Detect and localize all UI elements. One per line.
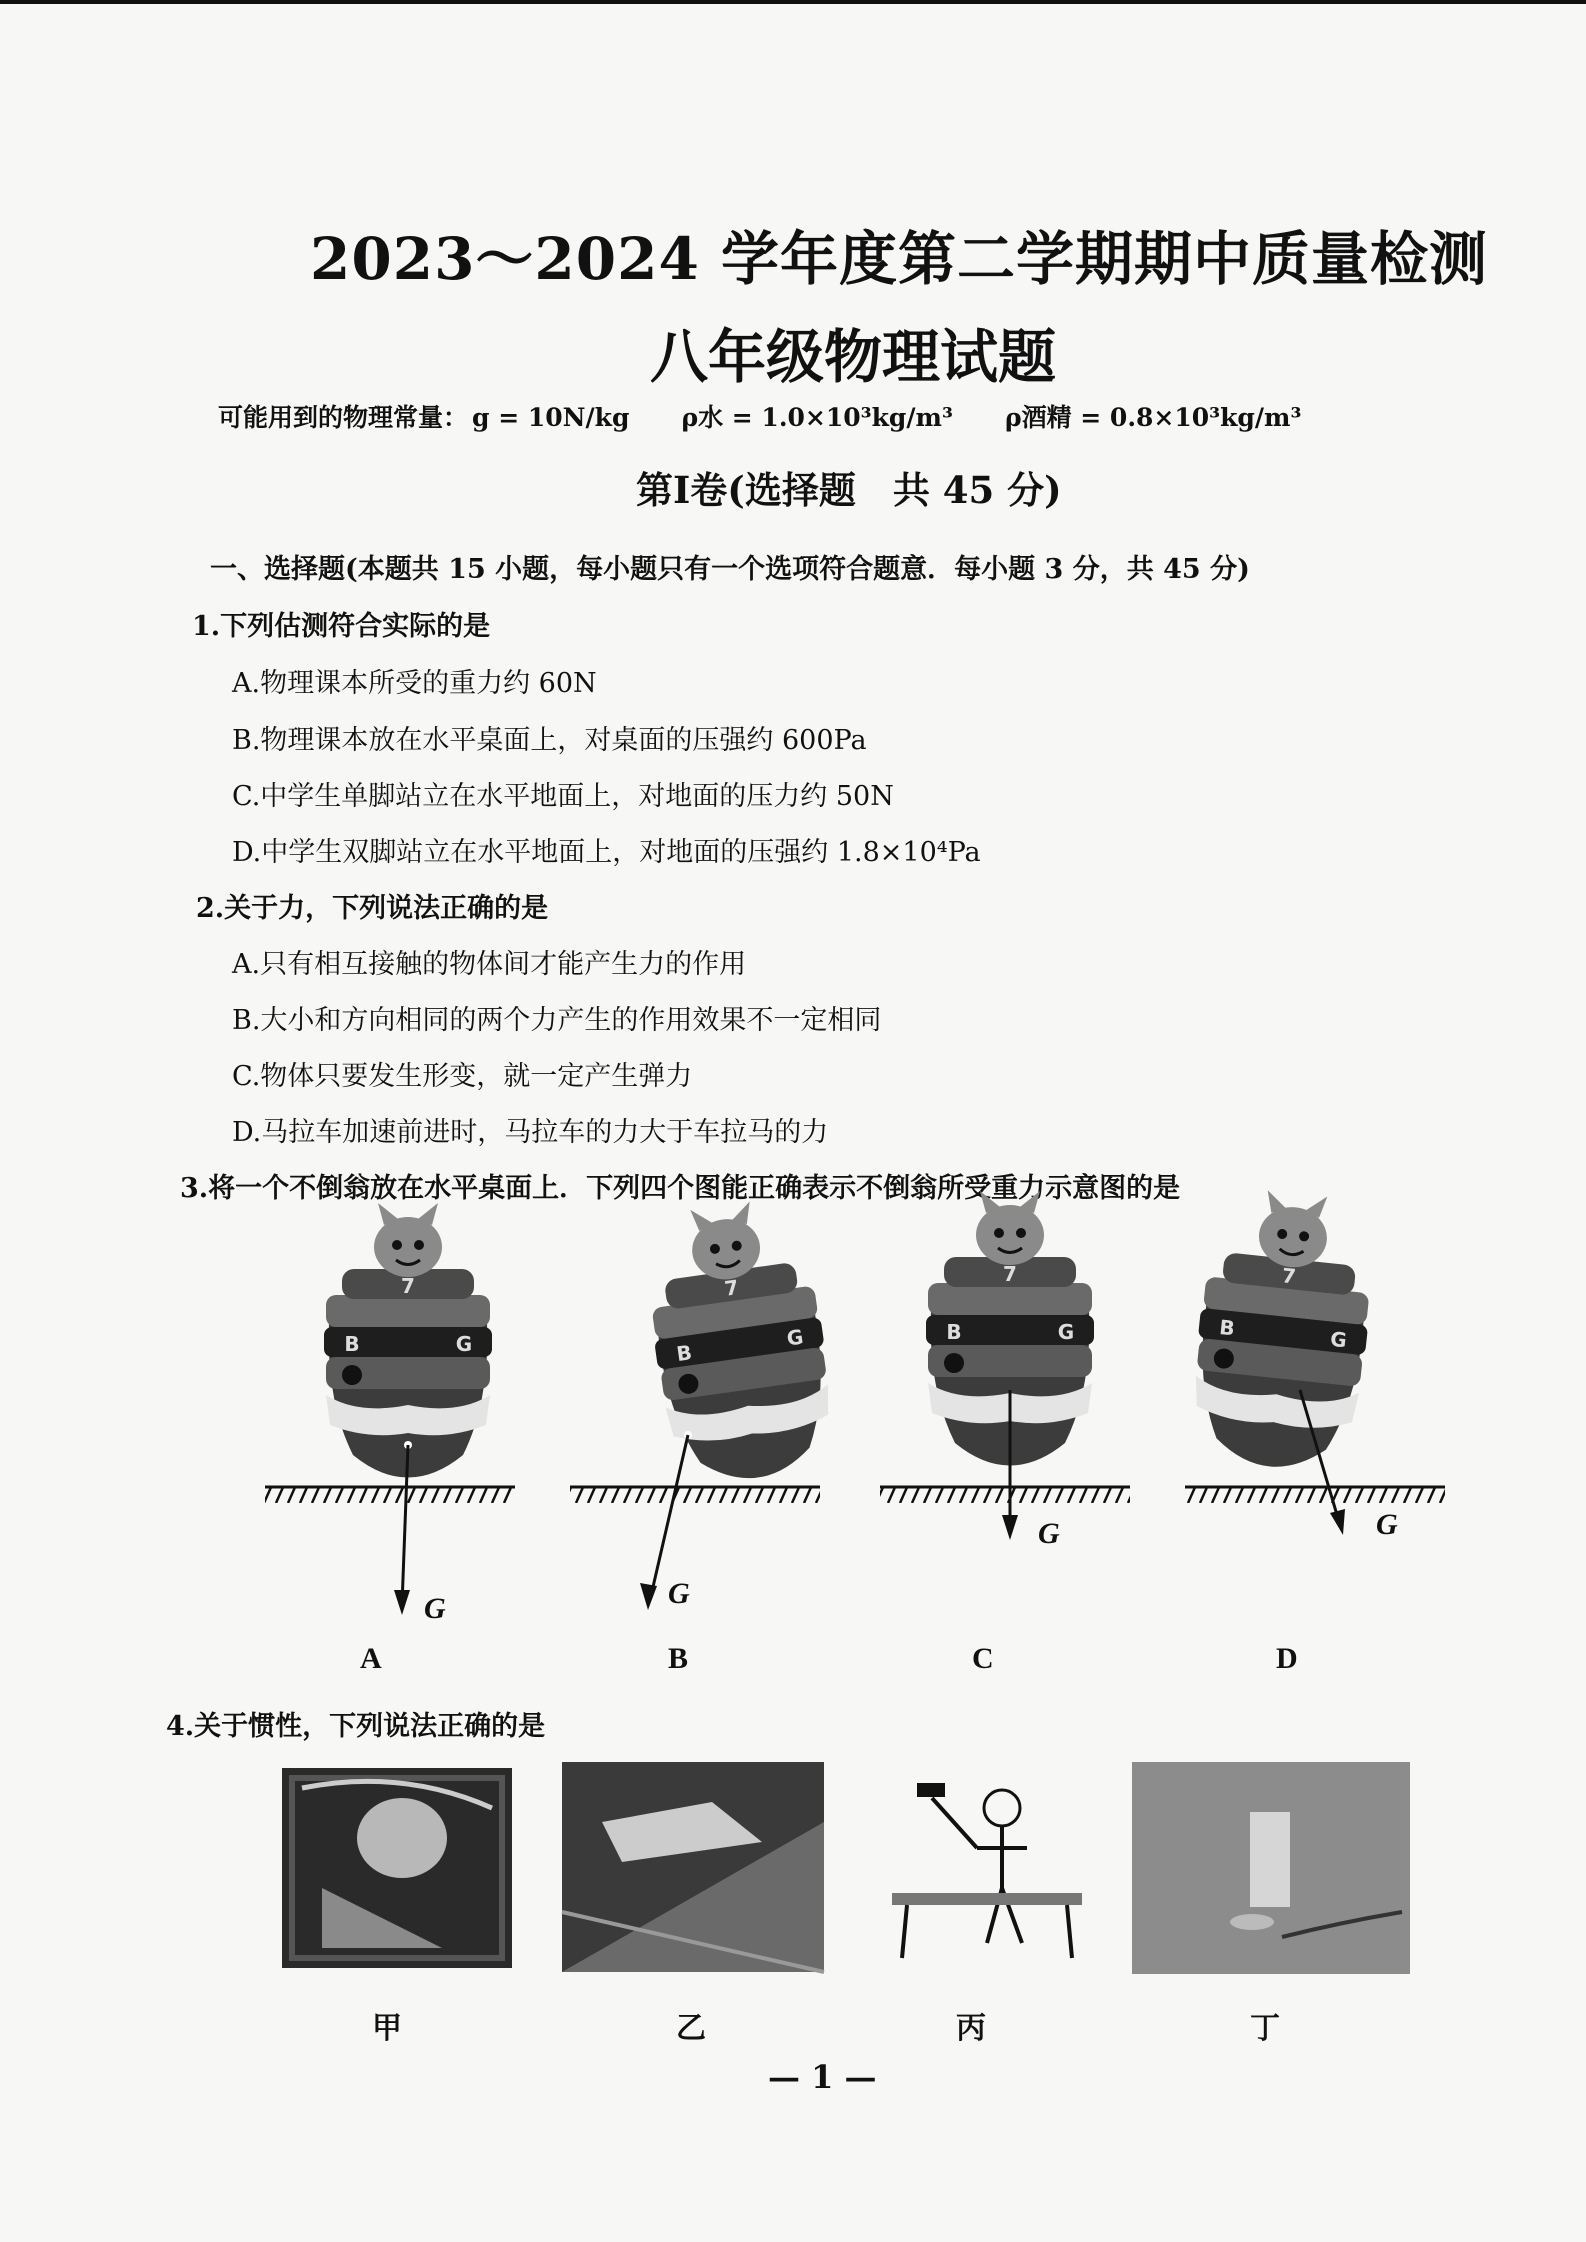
question-2-option-c: C.物体只要发生形变，就一定产生弹力 (232, 1061, 693, 1092)
photo-label-ding: 丁 (1250, 2012, 1280, 2045)
illustration-hammer-bench (872, 1768, 1098, 1974)
constant-g: g = 10N/kg (472, 403, 630, 432)
top-border (0, 0, 1586, 4)
question-3-stem: 3.将一个不倒翁放在水平桌面上．下列四个图能正确表示不倒翁所受重力示意图的是 (180, 1173, 1181, 1204)
section-instructions: 一、选择题(本题共 15 小题，每小题只有一个选项符合题意．每小题 3 分，共 45 分) (210, 554, 1250, 585)
tumbler-figures: 7 B G (250, 1215, 1480, 1685)
figure-label-b: B (668, 1642, 689, 1675)
photo-label-jia: 甲 (372, 2012, 402, 2045)
force-label-c: G (1038, 1517, 1060, 1550)
question-2-option-b: B.大小和方向相同的两个力产生的作用效果不一定相同 (232, 1005, 882, 1036)
exam-title: 2023～2024 学年度第二学期期中质量检测 (310, 225, 1489, 293)
question-1-option-a: A.物理课本所受的重力约 60N (232, 668, 597, 699)
force-label-d: G (1376, 1508, 1398, 1541)
photo-glass-on-paper (1132, 1762, 1410, 1974)
figure-label-c: C (972, 1642, 994, 1675)
question-2-stem: 2.关于力，下列说法正确的是 (196, 893, 549, 924)
photo-label-bing: 丙 (956, 2012, 986, 2045)
exam-subtitle: 八年级物理试题 (650, 323, 1057, 391)
photo-vehicle-road (562, 1762, 824, 1972)
question-1-option-d: D.中学生双脚站立在水平地面上，对地面的压强约 1.8×10⁴Pa (232, 837, 981, 868)
force-label-a: G (424, 1592, 446, 1625)
section-title: 第Ⅰ卷(选择题 共 45 分) (636, 468, 1062, 512)
question-2-option-d: D.马拉车加速前进时，马拉车的力大于车拉马的力 (232, 1117, 829, 1148)
photo-label-yi: 乙 (676, 2012, 706, 2045)
question-1-stem: 1.下列估测符合实际的是 (192, 611, 491, 642)
photo-car-airbag (282, 1768, 512, 1968)
figure-label-d: D (1276, 1642, 1298, 1675)
page-number: — 1 — (768, 2058, 877, 2096)
question-4-stem: 4.关于惯性，下列说法正确的是 (166, 1711, 546, 1742)
physics-constants (218, 398, 1353, 434)
constant-rho-water: ρ水 = 1.0×10³kg/m³ (681, 403, 953, 432)
constants-prefix: 可能用到的物理常量： (218, 403, 469, 432)
force-label-b: G (668, 1577, 690, 1610)
constant-rho-alcohol: ρ酒精 = 0.8×10³kg/m³ (1004, 403, 1302, 432)
figure-label-a: A (360, 1642, 382, 1675)
question-2-option-a: A.只有相互接触的物体间才能产生力的作用 (232, 949, 747, 980)
question-1-option-b: B.物理课本放在水平桌面上，对桌面的压强约 600Pa (232, 725, 867, 756)
question-1-option-c: C.中学生单脚站立在水平地面上，对地面的压力约 50N (232, 781, 894, 812)
